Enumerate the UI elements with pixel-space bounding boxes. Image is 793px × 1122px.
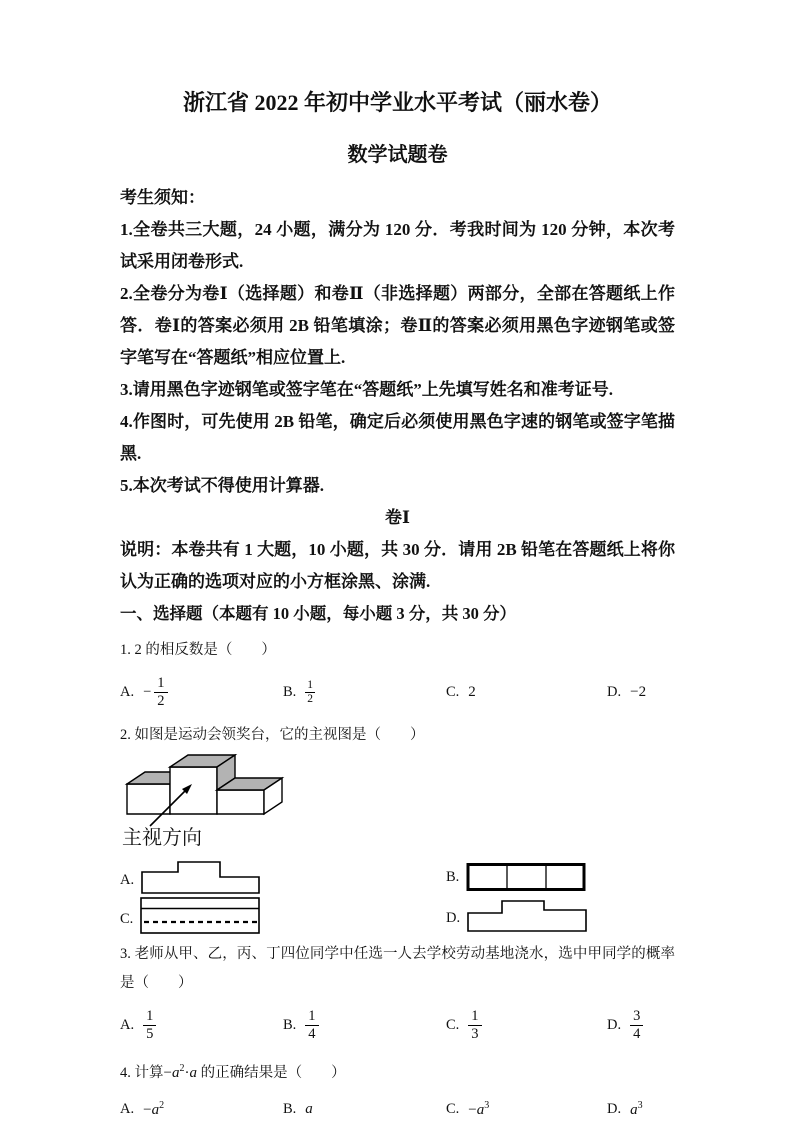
option-value: a xyxy=(305,1100,313,1117)
option-label: D. xyxy=(446,910,461,926)
section1-heading: 卷Ⅰ xyxy=(385,508,410,527)
question-3-stem: 3. 老师从甲、乙，丙、丁四位同学中任选一人去学校劳动基地浇水，选中甲同学的概率是（ ） xyxy=(120,946,675,991)
option-label: D. xyxy=(607,1016,622,1033)
denominator: 5 xyxy=(146,1026,154,1042)
fraction xyxy=(305,1008,318,1042)
option-label: C. xyxy=(120,911,134,927)
exponent: 2 xyxy=(179,1063,185,1074)
numerator: 1 xyxy=(307,678,314,691)
option-label: C. xyxy=(446,1016,460,1033)
q4-option-d xyxy=(607,1100,675,1119)
denominator: 2 xyxy=(307,692,314,705)
page-subtitle: 数学试题卷 xyxy=(347,144,448,166)
question-1-stem: 1. 2 的相反数是（ ） xyxy=(120,642,276,658)
notice-item-4: 4.作图时，可先使用 2B 铅笔，确定后必须使用黑色字速的钢笔或签字笔描黑. xyxy=(120,412,675,463)
variable-a: a xyxy=(189,1065,197,1081)
option-label: A. xyxy=(120,683,135,700)
question-2-stem: 2. 如图是运动会领奖台，它的主视图是（ ） xyxy=(120,727,425,743)
podium-3d-drawing xyxy=(122,754,357,848)
q2-option-c xyxy=(120,897,446,934)
q1-option-c xyxy=(446,684,607,701)
option-label: B. xyxy=(283,1100,297,1117)
q2-options-row-1 xyxy=(120,859,675,895)
option-value: $-a^2$ xyxy=(143,1099,165,1118)
candidate-notice xyxy=(120,182,675,502)
q4-stem-suffix: 的正确结果是（ ） xyxy=(196,1065,346,1081)
q3-option-b xyxy=(283,1008,446,1042)
notice-heading: 考生须知： xyxy=(120,188,205,207)
option-value: $a^3$ xyxy=(630,1099,643,1118)
q1-option-d xyxy=(607,684,675,701)
q1-option-a xyxy=(120,675,283,709)
numerator: 3 xyxy=(630,1008,643,1026)
option-label: B. xyxy=(283,1016,297,1033)
q2-option-d xyxy=(446,898,675,933)
denominator: 2 xyxy=(157,693,165,709)
option-value: −2 xyxy=(630,683,647,700)
question-3 xyxy=(120,940,675,1048)
section1-note: 说明：本卷共有 1 大题，10 小题，共 30 分．请用 2B 铅笔在答题纸上将你认为正确的选项对应的小方框涂黑、涂满. xyxy=(120,540,675,591)
option-label: A. xyxy=(120,872,135,888)
option-label: C. xyxy=(446,683,460,700)
option-label: A. xyxy=(120,1016,135,1033)
negative-fraction xyxy=(143,675,167,709)
numerator: 1 xyxy=(305,1008,318,1026)
option-label: B. xyxy=(446,869,460,885)
option-label: A. xyxy=(120,1100,135,1117)
question-2 xyxy=(120,721,675,934)
q2-option-b xyxy=(446,862,675,892)
minus-sign: − xyxy=(143,683,152,700)
option-value: 2 xyxy=(468,683,476,700)
question-3-options xyxy=(120,1002,675,1048)
podium-figure xyxy=(122,754,675,853)
option-label: D. xyxy=(607,683,622,700)
minus-sign: − xyxy=(163,1065,172,1081)
q4-formula xyxy=(164,1065,197,1081)
fraction xyxy=(143,1008,156,1042)
option-label: D. xyxy=(607,1100,622,1117)
q4-option-a xyxy=(120,1100,283,1119)
numerator: 1 xyxy=(143,1008,156,1026)
option-label: C. xyxy=(446,1100,460,1117)
notice-item-2: 2.全卷分为卷Ⅰ（选择题）和卷Ⅱ（非选择题）两部分，全部在答题纸上作答．卷Ⅰ的答案必须用 2B 铅笔填涂；卷Ⅱ的答案必须用黑色字迹钢笔或签字笔写在“答题纸”相应位置上. xyxy=(120,284,675,367)
question-4-options xyxy=(120,1092,675,1122)
front-view-shape-b xyxy=(466,862,586,892)
denominator: 4 xyxy=(633,1026,641,1042)
part1-heading: 一、选择题（本题有 10 小题，每小题 3 分，共 30 分） xyxy=(120,604,516,623)
option-value: $-a^3$ xyxy=(468,1099,490,1118)
fraction xyxy=(468,1008,481,1042)
q3-option-c xyxy=(446,1008,607,1042)
question-4 xyxy=(120,1054,675,1122)
front-view-direction-label: 主视方向 xyxy=(122,827,202,848)
fraction xyxy=(154,675,167,709)
numerator: 1 xyxy=(468,1008,481,1026)
question-1 xyxy=(120,636,675,715)
q2-options-row-2 xyxy=(120,897,675,934)
q2-option-a xyxy=(120,859,446,895)
denominator: 4 xyxy=(308,1026,316,1042)
variable-a: a xyxy=(171,1065,180,1081)
front-view-shape-c xyxy=(140,897,260,934)
front-view-shape-d xyxy=(467,898,588,933)
q3-option-a xyxy=(120,1008,283,1042)
front-view-shape-a xyxy=(141,859,261,895)
question-4-stem xyxy=(120,1054,675,1088)
option-label: B. xyxy=(283,683,297,700)
question-1-options xyxy=(120,669,675,715)
denominator: 3 xyxy=(471,1026,479,1042)
notice-item-3: 3.请用黑色字迹钢笔或签字笔在“答题纸”上先填写姓名和准考证号. xyxy=(120,380,613,399)
q4-option-b xyxy=(283,1101,446,1118)
dot-operator: · xyxy=(184,1065,190,1081)
fraction xyxy=(630,1008,643,1042)
notice-item-5: 5.本次考试不得使用计算器. xyxy=(120,476,324,495)
q4-option-c xyxy=(446,1100,607,1119)
notice-item-1: 1.全卷共三大题，24 小题，满分为 120 分．考我时间为 120 分钟，本次考试采用闭卷形式. xyxy=(120,220,675,271)
q4-stem-prefix: 4. 计算 xyxy=(120,1065,164,1081)
q3-option-d xyxy=(607,1008,675,1042)
numerator: 1 xyxy=(154,675,167,693)
page-title: 浙江省 2022 年初中学业水平考试（丽水卷） xyxy=(182,90,612,115)
q1-option-b xyxy=(283,679,446,706)
fraction xyxy=(305,679,315,706)
